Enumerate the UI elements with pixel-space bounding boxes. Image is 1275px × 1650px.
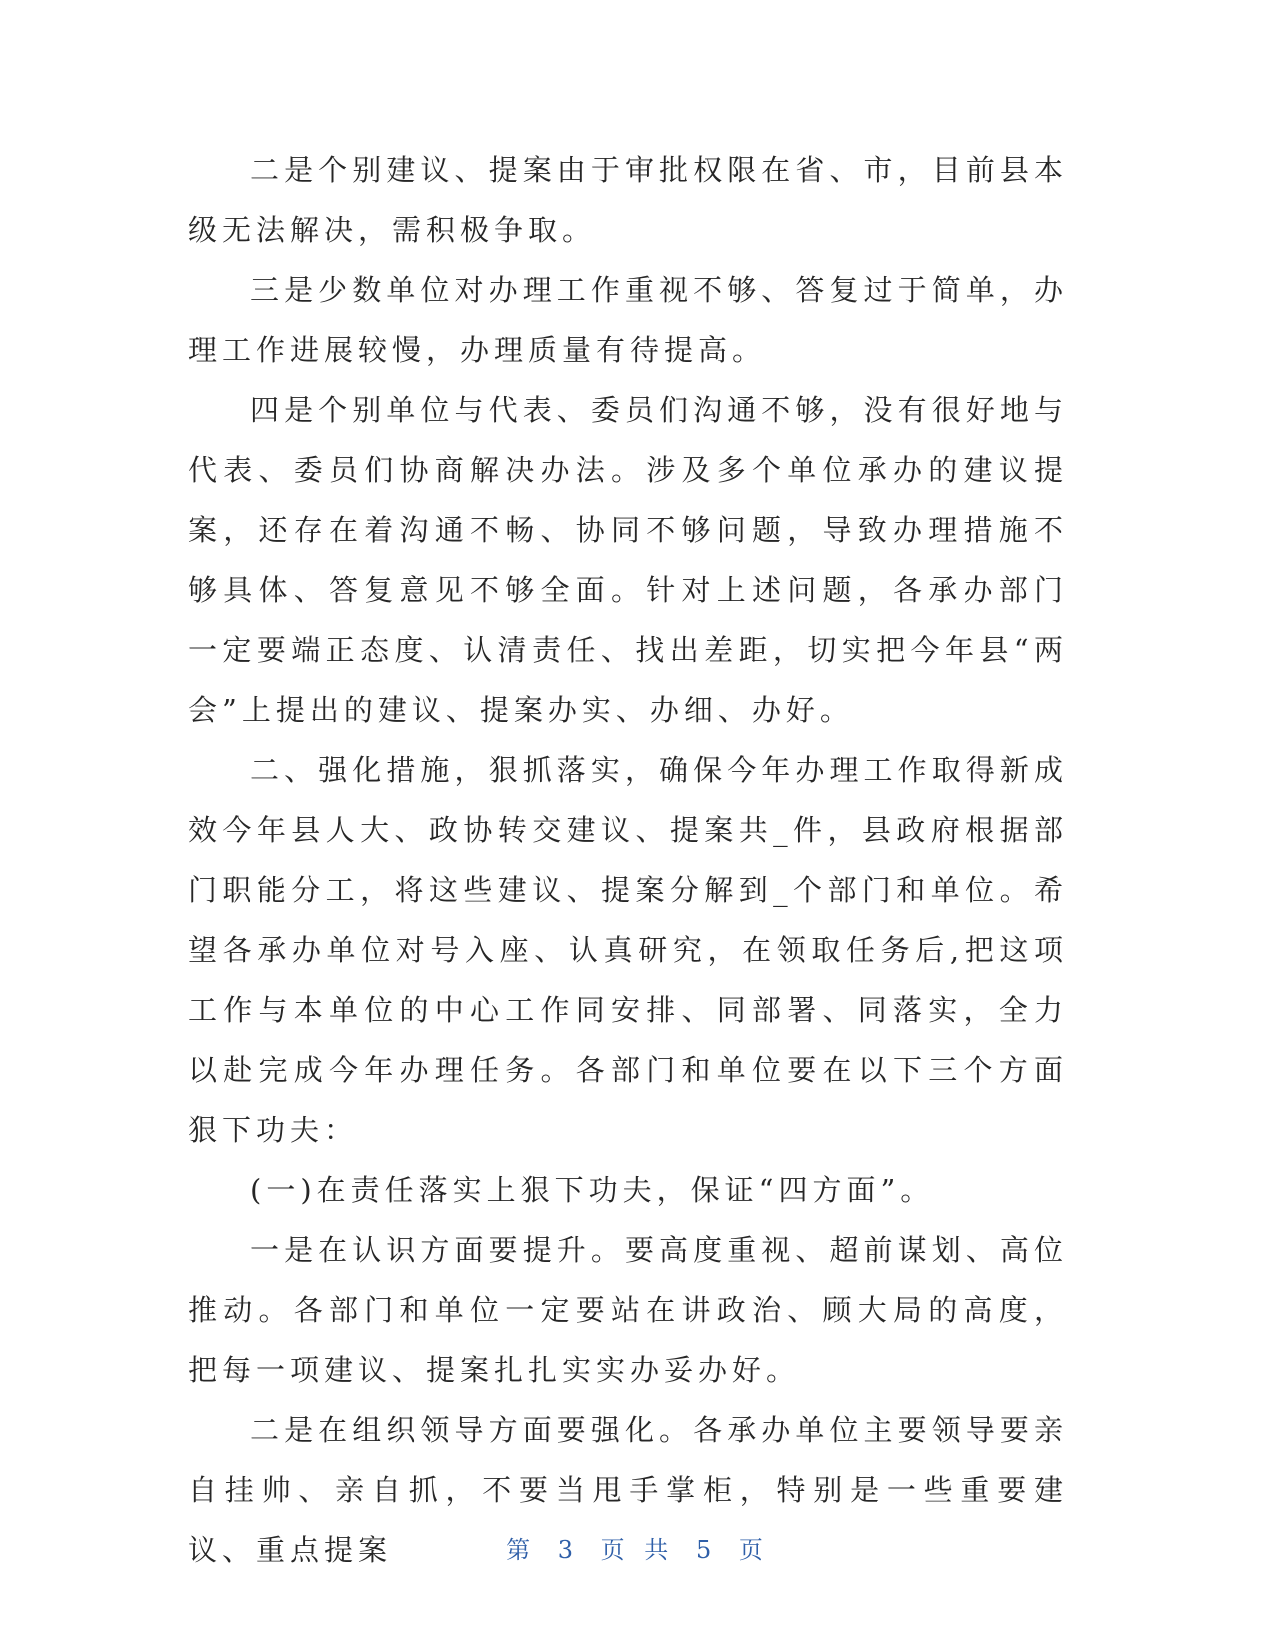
document-body [188,140,1068,1580]
footer-middle: 页 共 [600,1536,675,1564]
footer-current-page: 3 [557,1536,580,1564]
paragraph: 二是在组织领导方面要强化。各承办单位主要领导要亲自挂帅、亲自抓，不要当甩手掌柜，特别是一些重要建议、重点提案 [188,1413,1068,1567]
paragraph: 四是个别单位与代表、委员们沟通不够，没有很好地与代表、委员们协商解决办法。涉及多个单位承办的建议提案，还存在着沟通不畅、协同不够问题，导致办理措施不够具体、答复意见不够全面。针对上述问题，各承办部门一定要端正态度、认清责任、找出差距，切实把今年县“两会”上提出的建议、提案办实、办细、办好。 [188,393,1068,727]
footer-prefix: 第 [506,1536,537,1564]
footer-suffix: 页 [738,1536,769,1564]
paragraph: (一)在责任落实上狠下功夫，保证“四方面”。 [250,1173,935,1207]
paragraph: 二是个别建议、提案由于审批权限在省、市，目前县本级无法解决，需积极争取。 [188,153,1068,247]
page-footer [0,1530,1275,1565]
paragraph: 三是少数单位对办理工作重视不够、答复过于简单，办理工作进展较慢，办理质量有待提高。 [188,273,1068,367]
footer-total-pages: 5 [695,1536,718,1564]
paragraph: 二、强化措施，狠抓落实，确保今年办理工作取得新成效今年县人大、政协转交建议、提案共_件，县政府根据部门职能分工，将这些建议、提案分解到_个部门和单位。希望各承办单位对号入座、认真研究，在领取任务后,把这项工作与本单位的中心工作同安排、同部署、同落实，全力以赴完成今年办理任务。各部门和单位要在以下三个方面狠下功夫： [188,753,1068,1147]
paragraph: 一是在认识方面要提升。要高度重视、超前谋划、高位推动。各部门和单位一定要站在讲政治、顾大局的高度，把每一项建议、提案扎扎实实办妥办好。 [188,1233,1068,1387]
